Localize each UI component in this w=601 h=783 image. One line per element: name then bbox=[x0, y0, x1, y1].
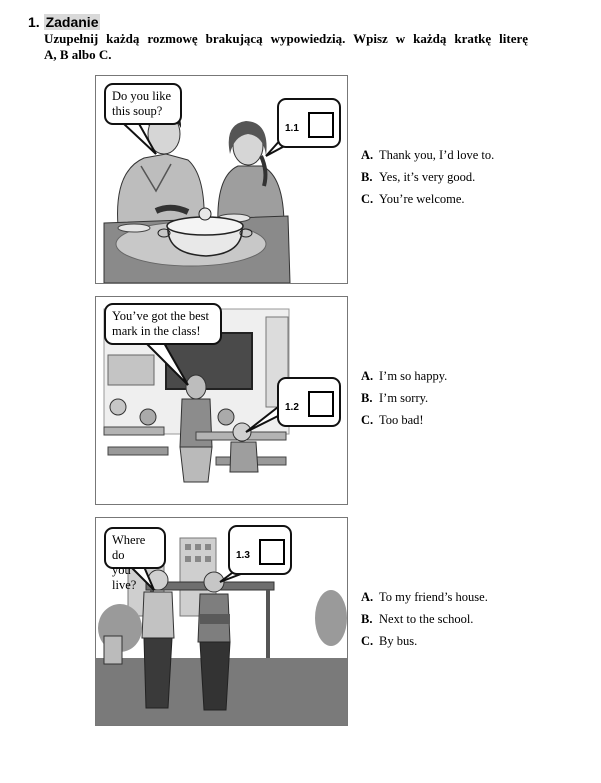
task-header bbox=[28, 14, 100, 32]
speech-line: You’ve got the best bbox=[112, 309, 209, 323]
option-letter: B. bbox=[361, 391, 373, 405]
option-text: Thank you, I’d love to. bbox=[379, 148, 495, 162]
item-number: 1.1 bbox=[285, 123, 299, 134]
option-c[interactable] bbox=[361, 413, 447, 435]
task-label: Zadanie bbox=[45, 14, 99, 30]
answer-bubble bbox=[277, 98, 341, 148]
item-number: 1.2 bbox=[285, 402, 299, 413]
answer-box-1-2[interactable] bbox=[308, 391, 334, 417]
answer-box-1-1[interactable] bbox=[308, 112, 334, 138]
option-text: I’m sorry. bbox=[379, 391, 429, 405]
option-b[interactable] bbox=[361, 612, 488, 634]
item-number: 1.3 bbox=[236, 550, 250, 561]
options-1-1 bbox=[361, 148, 494, 214]
task-title bbox=[28, 14, 100, 30]
speech-bubble bbox=[104, 83, 182, 125]
speech-bubble bbox=[104, 303, 222, 345]
task-instruction bbox=[44, 31, 528, 63]
option-text: Too bad! bbox=[379, 413, 424, 427]
option-b[interactable] bbox=[361, 170, 494, 192]
option-letter: A. bbox=[361, 590, 374, 604]
speech-bubble bbox=[104, 527, 166, 592]
option-b[interactable] bbox=[361, 391, 447, 413]
speech-line: Where do bbox=[112, 533, 146, 562]
answer-box-1-3[interactable] bbox=[259, 539, 285, 565]
speech-line: you live? bbox=[112, 563, 137, 592]
speech-line: Do you like bbox=[112, 89, 172, 103]
option-letter: C. bbox=[361, 413, 374, 427]
option-text: Next to the school. bbox=[379, 612, 474, 626]
options-1-2 bbox=[361, 369, 447, 435]
option-a[interactable] bbox=[361, 369, 447, 391]
instruction-line-2: A, B albo C. bbox=[44, 47, 112, 62]
options-1-3 bbox=[361, 590, 488, 656]
instruction-line-1: Uzupełnij każdą rozmowę brakującą wypowiedzią. Wpisz w każdą kratkę literę bbox=[44, 31, 528, 46]
illustration-panel-dinner bbox=[95, 75, 348, 284]
option-letter: C. bbox=[361, 192, 374, 206]
answer-bubble bbox=[277, 377, 341, 427]
option-a[interactable] bbox=[361, 590, 488, 612]
illustration-panel-street bbox=[95, 517, 348, 726]
task-number: 1. bbox=[28, 14, 40, 30]
option-text: To my friend’s house. bbox=[379, 590, 488, 604]
illustration-panel-classroom bbox=[95, 296, 348, 505]
speech-line: this soup? bbox=[112, 104, 163, 118]
option-letter: B. bbox=[361, 612, 373, 626]
option-letter: A. bbox=[361, 148, 374, 162]
option-text: I’m so happy. bbox=[379, 369, 448, 383]
option-letter: A. bbox=[361, 369, 374, 383]
option-text: You’re welcome. bbox=[379, 192, 465, 206]
option-text: Yes, it’s very good. bbox=[379, 170, 476, 184]
option-letter: C. bbox=[361, 634, 374, 648]
option-a[interactable] bbox=[361, 148, 494, 170]
option-text: By bus. bbox=[379, 634, 418, 648]
option-letter: B. bbox=[361, 170, 373, 184]
speech-line: mark in the class! bbox=[112, 324, 201, 338]
option-c[interactable] bbox=[361, 192, 494, 214]
answer-bubble bbox=[228, 525, 292, 575]
option-c[interactable] bbox=[361, 634, 488, 656]
